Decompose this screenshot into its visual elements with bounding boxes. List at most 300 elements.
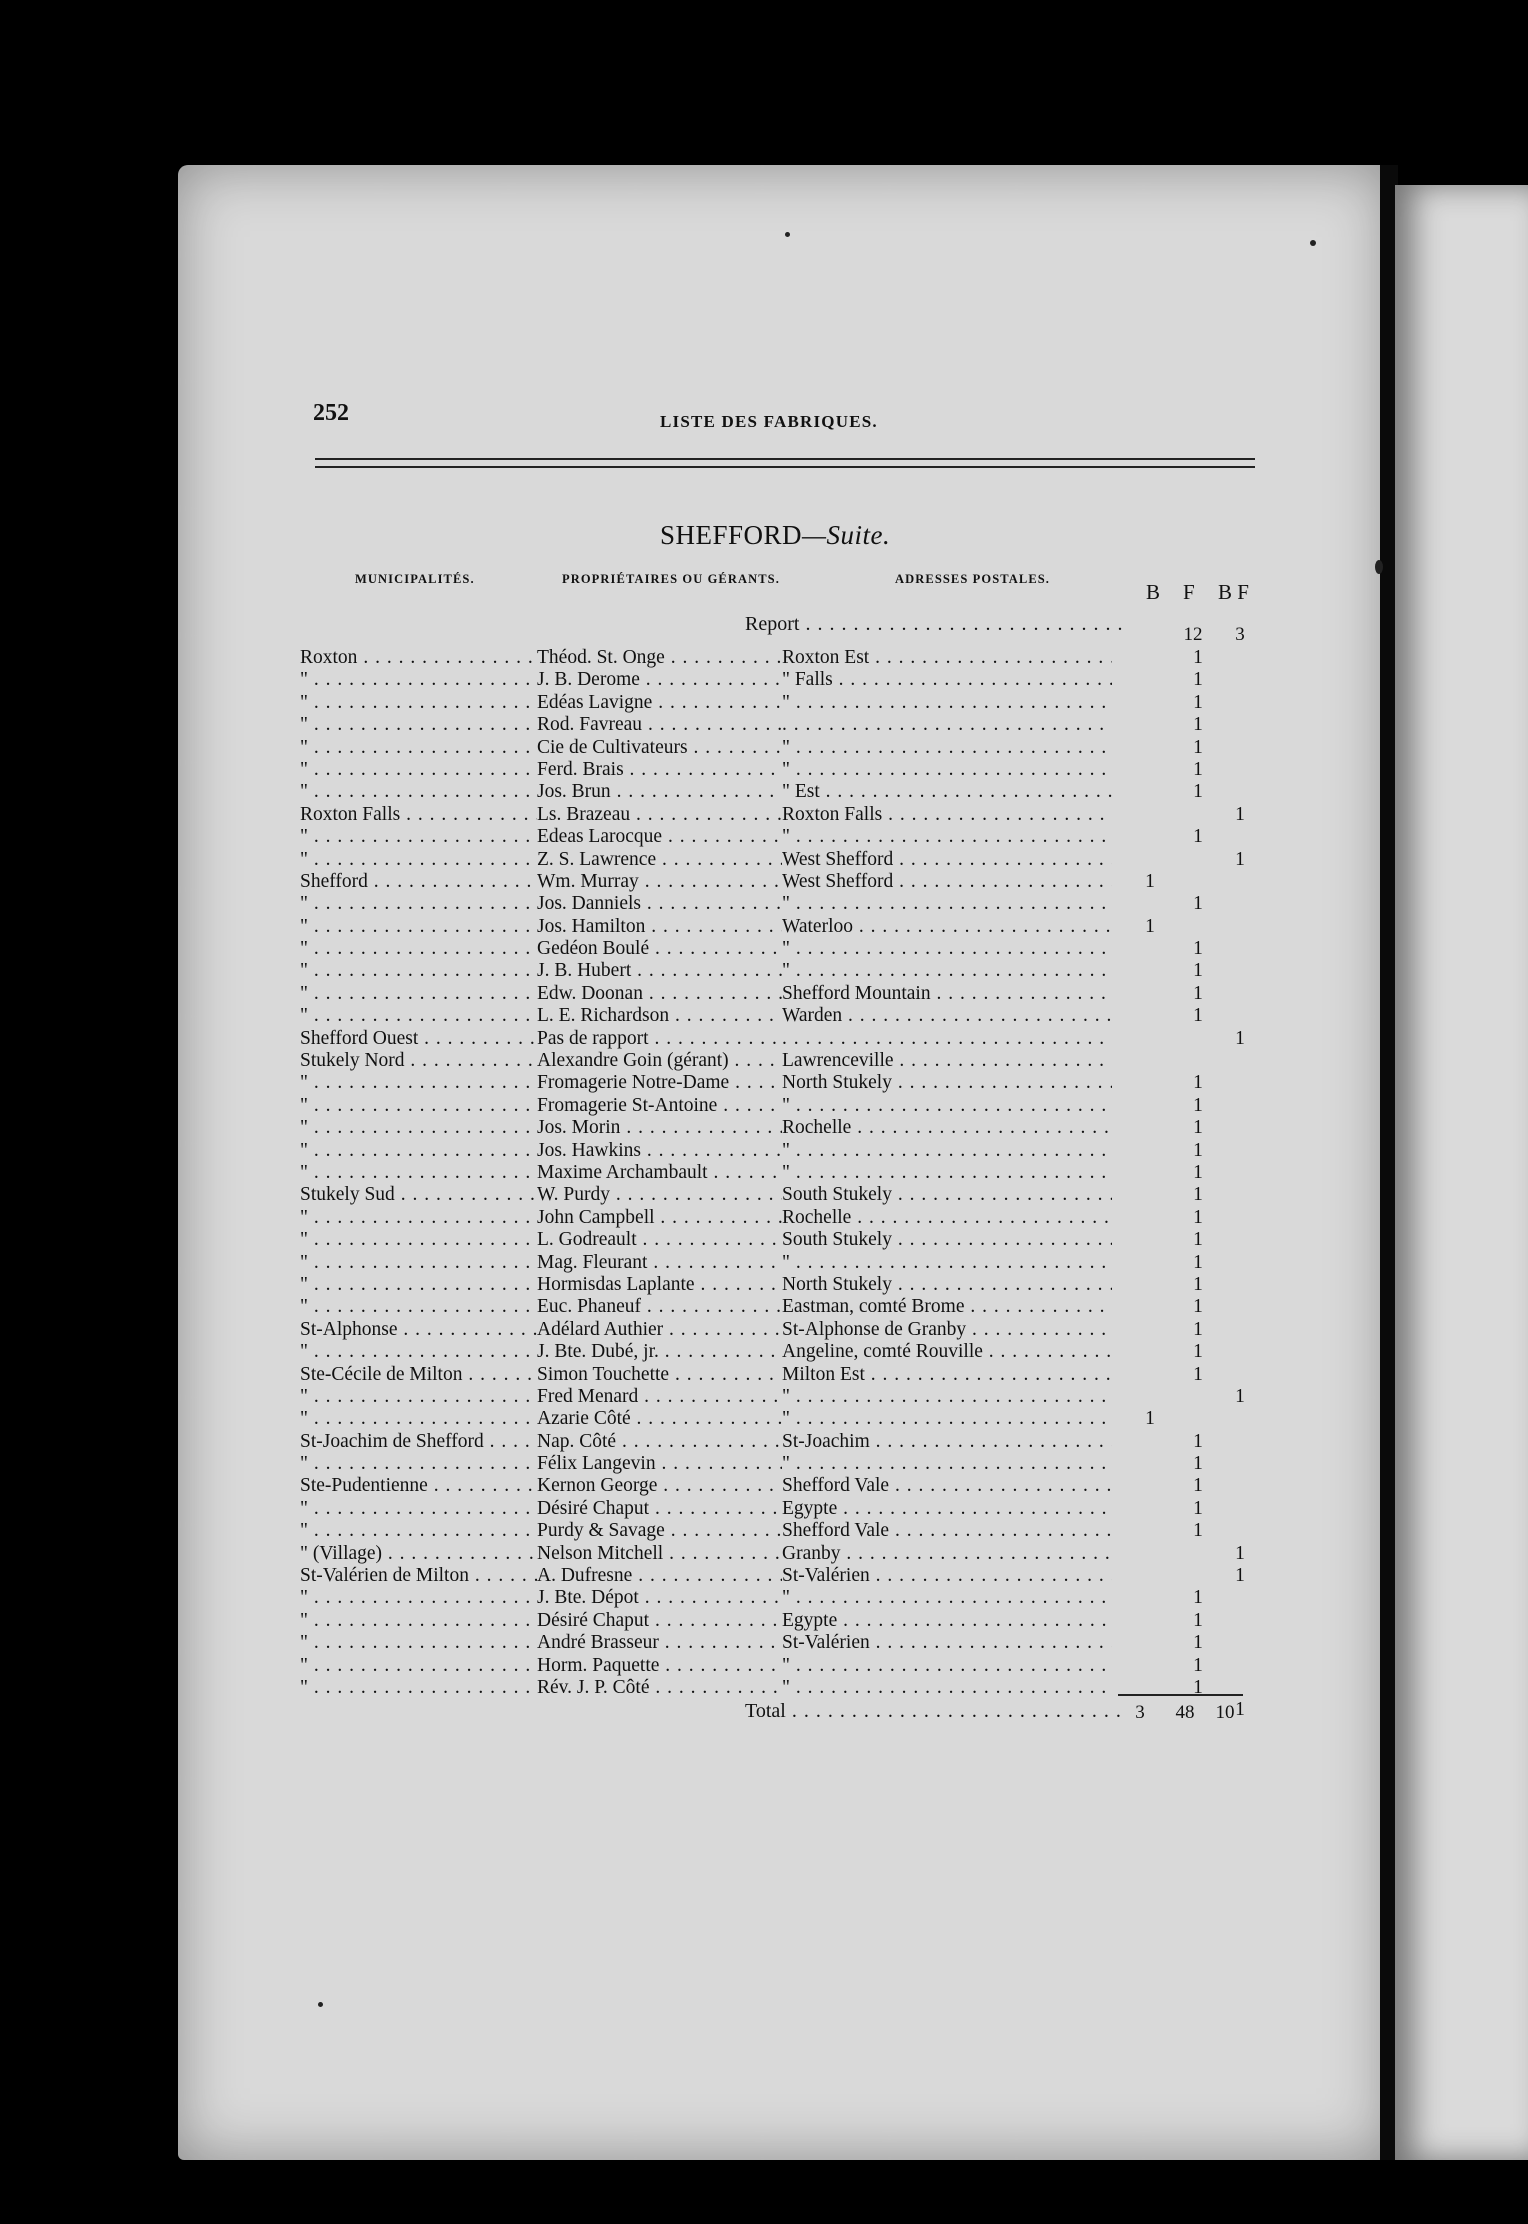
municipality-cell-text: " — [300, 1161, 308, 1183]
f-count-cell — [1188, 714, 1208, 736]
address-cell-text: Angeline, comté Rouville — [782, 1341, 983, 1363]
municipality-cell — [300, 1587, 537, 1609]
address-cell — [782, 871, 1112, 893]
municipality-cell-text: " — [300, 982, 308, 1004]
municipality-cell-text: Roxton Falls — [300, 803, 401, 825]
proprietor-cell-text: Jos. Morin — [537, 1117, 621, 1139]
f-count-cell-text: 1 — [1193, 1184, 1203, 1206]
proprietor-cell — [537, 781, 782, 803]
municipality-cell-text: " — [300, 915, 308, 937]
municipality-cell-text: " — [300, 1341, 308, 1363]
address-cell-text: Warden — [782, 1005, 843, 1027]
address-cell-text: Egypte — [782, 1497, 838, 1519]
bf-count-cell-text: 1 — [1235, 1027, 1245, 1049]
municipality-cell — [300, 759, 537, 781]
proprietor-cell — [537, 1520, 782, 1542]
f-count-cell — [1188, 1274, 1208, 1296]
table-row — [300, 1184, 1300, 1206]
address-cell-text: " — [782, 736, 790, 758]
municipality-cell-text: " — [300, 1005, 308, 1027]
bf-count-cell — [1230, 1386, 1250, 1408]
municipality-cell — [300, 669, 537, 691]
proprietor-cell-text: Pas de rapport — [537, 1027, 649, 1049]
f-count-cell-text: 1 — [1193, 781, 1203, 803]
table-row — [300, 1028, 1300, 1050]
address-cell — [782, 1475, 1112, 1497]
address-cell-text: " Falls — [782, 669, 833, 691]
proprietor-cell — [537, 1364, 782, 1386]
table-row — [300, 647, 1300, 669]
municipality-cell-text: St-Joachim de Shefford — [300, 1430, 484, 1452]
address-cell-text: South Stukely — [782, 1229, 892, 1251]
table-row — [300, 1677, 1300, 1699]
table-row — [300, 692, 1300, 714]
address-cell — [782, 1140, 1112, 1162]
municipality-cell-text: " — [300, 1497, 308, 1519]
table-row — [300, 1520, 1300, 1542]
table-row — [300, 960, 1300, 982]
b-count-cell-text: 1 — [1145, 915, 1155, 937]
b-count-cell-text: 1 — [1145, 1408, 1155, 1430]
proprietor-cell — [537, 1162, 782, 1184]
municipality-cell-text: " — [300, 1609, 308, 1631]
proprietor-cell — [537, 1386, 782, 1408]
total-rule — [1118, 1694, 1243, 1696]
address-cell — [782, 714, 1112, 736]
proprietor-cell-text: André Brasseur — [537, 1632, 659, 1654]
municipality-cell-text: " — [300, 1654, 308, 1676]
proprietor-cell-text: Jos. Hamilton — [537, 915, 646, 937]
address-cell — [782, 737, 1112, 759]
f-count-cell-text: 1 — [1193, 1520, 1203, 1542]
proprietor-cell — [537, 1319, 782, 1341]
municipality-cell-text: Shefford — [300, 870, 368, 892]
address-cell-text: " — [782, 826, 790, 848]
table-row — [300, 938, 1300, 960]
table-row — [300, 759, 1300, 781]
address-cell-text: " — [782, 758, 790, 780]
proprietor-cell — [537, 893, 782, 915]
f-count-cell — [1188, 826, 1208, 848]
municipality-cell — [300, 1677, 537, 1699]
proprietor-cell — [537, 692, 782, 714]
address-cell-text: Shefford Vale — [782, 1520, 890, 1542]
address-cell-text: South Stukely — [782, 1184, 892, 1206]
municipality-cell-text: " — [300, 781, 308, 803]
report-label: Report — [745, 613, 800, 635]
header-rule-bottom — [315, 466, 1255, 468]
table-row — [300, 849, 1300, 871]
table-row — [300, 781, 1300, 803]
table-row — [300, 916, 1300, 938]
municipality-cell — [300, 1005, 537, 1027]
address-cell-text: Milton Est — [782, 1363, 865, 1385]
f-count-cell — [1188, 1296, 1208, 1318]
municipality-cell-text: " — [300, 938, 308, 960]
proprietor-cell-text: Alexandre Goin (gérant) — [537, 1050, 729, 1072]
municipality-cell-text: " — [300, 1385, 308, 1407]
proprietor-cell-text: Fromagerie St-Antoine — [537, 1094, 718, 1116]
proprietor-cell-text: Kernon George — [537, 1475, 658, 1497]
municipality-cell — [300, 1453, 537, 1475]
proprietor-cell-text: J. Bte. Dubé, jr. — [537, 1341, 659, 1363]
municipality-cell — [300, 1319, 537, 1341]
address-cell — [782, 1072, 1112, 1094]
address-cell-text: St-Alphonse de Granby — [782, 1318, 967, 1340]
municipality-cell-text: " — [300, 1587, 308, 1609]
proprietor-cell — [537, 647, 782, 669]
table-row — [300, 871, 1300, 893]
address-cell — [782, 1587, 1112, 1609]
f-count-cell-text: 1 — [1193, 1117, 1203, 1139]
municipality-cell — [300, 916, 537, 938]
column-header-proprietaires: PROPRIÉTAIRES OU GÉRANTS. — [562, 572, 780, 586]
proprietor-cell — [537, 669, 782, 691]
proprietor-cell — [537, 1050, 782, 1072]
proprietor-cell — [537, 1655, 782, 1677]
address-cell — [782, 1319, 1112, 1341]
f-count-cell-text: 1 — [1193, 982, 1203, 1004]
proprietor-cell-text: Hormisdas Laplante — [537, 1273, 695, 1295]
f-count-cell-text: 1 — [1193, 1341, 1203, 1363]
municipality-cell-text: " — [300, 669, 308, 691]
page-number: 252 — [313, 400, 349, 426]
address-cell-text: " Est — [782, 781, 820, 803]
f-count-cell — [1188, 1140, 1208, 1162]
address-cell — [782, 1162, 1112, 1184]
proprietor-cell — [537, 1453, 782, 1475]
b-count-cell — [1140, 916, 1160, 938]
f-count-cell — [1188, 1341, 1208, 1363]
f-count-cell — [1188, 938, 1208, 960]
municipality-cell — [300, 1229, 537, 1251]
proprietor-cell — [537, 1431, 782, 1453]
table-row — [300, 1319, 1300, 1341]
proprietor-cell-text: Cie de Cultivateurs — [537, 736, 688, 758]
f-count-cell-text: 1 — [1193, 1161, 1203, 1183]
address-cell — [782, 1431, 1112, 1453]
address-cell — [782, 1453, 1112, 1475]
municipality-cell-text: " — [300, 758, 308, 780]
f-count-cell — [1188, 737, 1208, 759]
f-count-cell — [1188, 1453, 1208, 1475]
proprietor-cell-text: L. E. Richardson — [537, 1005, 670, 1027]
municipality-cell-text: " — [300, 1408, 308, 1430]
table-row — [300, 826, 1300, 848]
f-count-cell-text: 1 — [1193, 938, 1203, 960]
municipality-cell — [300, 1655, 537, 1677]
proprietor-cell-text: Edw. Doonan — [537, 982, 643, 1004]
address-cell-text: " — [782, 960, 790, 982]
f-count-cell-text: 1 — [1193, 1363, 1203, 1385]
municipality-cell — [300, 1207, 537, 1229]
f-count-cell-text: 1 — [1193, 1139, 1203, 1161]
proprietor-cell — [537, 1184, 782, 1206]
proprietor-cell-text: John Campbell — [537, 1206, 655, 1228]
f-count-cell-text: 1 — [1193, 893, 1203, 915]
address-cell-text: " — [782, 1251, 790, 1273]
table-row — [300, 1655, 1300, 1677]
municipality-cell — [300, 1341, 537, 1363]
table-row — [300, 1162, 1300, 1184]
f-count-cell-text: 1 — [1193, 1453, 1203, 1475]
proprietor-cell — [537, 826, 782, 848]
table-row — [300, 1229, 1300, 1251]
address-cell — [782, 893, 1112, 915]
municipality-cell-text: St-Alphonse — [300, 1318, 398, 1340]
f-count-cell-text: 1 — [1193, 1273, 1203, 1295]
municipality-cell-text: " (Village) — [300, 1542, 383, 1564]
municipality-cell-text: " — [300, 1139, 308, 1161]
b-count-cell — [1140, 871, 1160, 893]
address-cell-text: " — [782, 1139, 790, 1161]
bf-count-cell-text: 1 — [1235, 1542, 1245, 1564]
table-row — [300, 737, 1300, 759]
municipality-cell — [300, 893, 537, 915]
table-row — [300, 1453, 1300, 1475]
total-row — [745, 1700, 1125, 1723]
table-row — [300, 1207, 1300, 1229]
proprietor-cell — [537, 960, 782, 982]
municipality-cell — [300, 1072, 537, 1094]
address-cell — [782, 1050, 1112, 1072]
municipality-cell — [300, 781, 537, 803]
municipality-cell — [300, 1296, 537, 1318]
proprietor-cell — [537, 1028, 782, 1050]
address-cell — [782, 1520, 1112, 1542]
total-f: 48 — [1175, 1702, 1195, 1723]
table-row — [300, 1364, 1300, 1386]
f-count-cell — [1188, 1498, 1208, 1520]
proprietor-cell-text: Z. S. Lawrence — [537, 848, 657, 870]
table-row — [300, 1610, 1300, 1632]
municipality-cell — [300, 714, 537, 736]
f-count-cell — [1188, 669, 1208, 691]
municipality-cell — [300, 1274, 537, 1296]
table-row — [300, 1005, 1300, 1027]
f-count-cell — [1188, 1655, 1208, 1677]
f-count-cell — [1188, 1431, 1208, 1453]
address-cell-text: Waterloo — [782, 915, 853, 937]
address-cell — [782, 1565, 1112, 1587]
address-cell-text: St-Valérien — [782, 1565, 870, 1587]
total-bf: 10 — [1215, 1702, 1235, 1723]
address-cell-text: " — [782, 1654, 790, 1676]
municipality-cell — [300, 849, 537, 871]
address-cell — [782, 692, 1112, 714]
table-row — [300, 1140, 1300, 1162]
table-row — [300, 1072, 1300, 1094]
proprietor-cell-text: J. Bte. Dépot — [537, 1587, 639, 1609]
f-count-cell — [1188, 1229, 1208, 1251]
proprietor-cell-text: Mag. Fleurant — [537, 1251, 648, 1273]
proprietor-cell-text: Désiré Chaput — [537, 1497, 650, 1519]
address-cell — [782, 1274, 1112, 1296]
address-cell — [782, 781, 1112, 803]
f-count-cell-text: 1 — [1193, 1229, 1203, 1251]
address-cell-text: " — [782, 938, 790, 960]
proprietor-cell-text: Jos. Hawkins — [537, 1139, 642, 1161]
table-row — [300, 1543, 1300, 1565]
municipality-cell-text: " — [300, 960, 308, 982]
municipality-cell — [300, 1386, 537, 1408]
running-head: LISTE DES FABRIQUES. — [660, 412, 878, 431]
bf-count-cell — [1230, 1028, 1250, 1050]
address-cell-text: " — [782, 1385, 790, 1407]
report-f: 12 — [1183, 624, 1203, 645]
table-row — [300, 1475, 1300, 1497]
factory-list — [300, 647, 1300, 1722]
proprietor-cell — [537, 1072, 782, 1094]
f-count-cell — [1188, 1207, 1208, 1229]
column-header-f: F — [1183, 580, 1195, 604]
bf-count-cell-text: 1 — [1235, 803, 1245, 825]
proprietor-cell — [537, 1140, 782, 1162]
municipality-cell — [300, 960, 537, 982]
proprietor-cell — [537, 1632, 782, 1654]
address-cell — [782, 1184, 1112, 1206]
f-count-cell-text: 1 — [1193, 1206, 1203, 1228]
f-count-cell-text: 1 — [1193, 1072, 1203, 1094]
municipality-cell-text: " — [300, 1229, 308, 1251]
table-row — [300, 1117, 1300, 1139]
municipality-cell — [300, 1632, 537, 1654]
proprietor-cell-text: Ferd. Brais — [537, 758, 624, 780]
address-cell — [782, 1296, 1112, 1318]
f-count-cell-text: 1 — [1193, 714, 1203, 736]
proprietor-cell — [537, 1341, 782, 1363]
column-header-adresses: ADRESSES POSTALES. — [895, 572, 1051, 586]
b-count-cell-text: 1 — [1145, 870, 1155, 892]
municipality-cell — [300, 1520, 537, 1542]
municipality-cell — [300, 804, 537, 826]
address-cell — [782, 759, 1112, 781]
bf-count-cell-text: 1 — [1235, 1385, 1245, 1407]
proprietor-cell-text: Gedéon Boulé — [537, 938, 650, 960]
address-cell — [782, 960, 1112, 982]
proprietor-cell — [537, 938, 782, 960]
proprietor-cell — [537, 1565, 782, 1587]
f-count-cell — [1188, 647, 1208, 669]
address-cell-text: " — [782, 1453, 790, 1475]
proprietor-cell-text: Nelson Mitchell — [537, 1542, 664, 1564]
proprietor-cell-text: J. B. Hubert — [537, 960, 632, 982]
proprietor-cell — [537, 849, 782, 871]
table-row — [300, 1341, 1300, 1363]
municipality-cell-text: " — [300, 1206, 308, 1228]
proprietor-cell-text: Rév. J. P. Côté — [537, 1676, 650, 1698]
address-cell — [782, 1655, 1112, 1677]
bf-count-cell-text: 1 — [1235, 848, 1245, 870]
municipality-cell-text: Ste-Pudentienne — [300, 1475, 428, 1497]
address-cell — [782, 647, 1112, 669]
proprietor-cell-text: J. B. Derome — [537, 669, 640, 691]
municipality-cell — [300, 692, 537, 714]
report-bf: 3 — [1235, 624, 1245, 645]
municipality-cell — [300, 1498, 537, 1520]
municipality-cell — [300, 1610, 537, 1632]
f-count-cell-text: 1 — [1193, 826, 1203, 848]
address-cell — [782, 983, 1112, 1005]
address-cell-text: Shefford Vale — [782, 1475, 890, 1497]
municipality-cell-text: St-Valérien de Milton — [300, 1565, 469, 1587]
f-count-cell — [1188, 1005, 1208, 1027]
municipality-cell — [300, 1117, 537, 1139]
total-b: 3 — [1135, 1702, 1145, 1723]
proprietor-cell — [537, 1229, 782, 1251]
proprietor-cell-text: Rod. Favreau — [537, 714, 643, 736]
municipality-cell-text: " — [300, 1632, 308, 1654]
table-row — [300, 714, 1300, 736]
proprietor-cell-text: Nap. Côté — [537, 1430, 617, 1452]
proprietor-cell-text: Jos. Brun — [537, 781, 611, 803]
municipality-cell-text: " — [300, 714, 308, 736]
bf-count-cell-text: 1 — [1235, 1565, 1245, 1587]
proprietor-cell-text: Ls. Brazeau — [537, 803, 631, 825]
f-count-cell-text: 1 — [1193, 1587, 1203, 1609]
f-count-cell-text: 1 — [1193, 1609, 1203, 1631]
address-cell-text: Roxton Est — [782, 647, 870, 668]
total-label: Total — [745, 1700, 786, 1722]
address-cell-text: North Stukely — [782, 1273, 892, 1295]
municipality-cell — [300, 871, 537, 893]
municipality-cell — [300, 1140, 537, 1162]
proprietor-cell — [537, 1117, 782, 1139]
municipality-cell-text: " — [300, 1453, 308, 1475]
address-cell — [782, 1095, 1112, 1117]
paper-speck — [1310, 240, 1316, 246]
f-count-cell-text: 1 — [1193, 1654, 1203, 1676]
proprietor-cell — [537, 916, 782, 938]
f-count-cell-text: 1 — [1193, 736, 1203, 758]
table-row — [300, 1095, 1300, 1117]
f-count-cell-text: 1 — [1193, 1676, 1203, 1698]
f-count-cell-text: 1 — [1193, 1318, 1203, 1340]
municipality-cell-text: " — [300, 826, 308, 848]
table-row — [300, 1252, 1300, 1274]
address-cell-text: " — [782, 1408, 790, 1430]
f-count-cell — [1188, 692, 1208, 714]
column-header-b: B — [1146, 580, 1161, 604]
address-cell-text: Roxton Falls — [782, 803, 883, 825]
table-row — [300, 1274, 1300, 1296]
f-count-cell-text: 1 — [1193, 758, 1203, 780]
proprietor-cell — [537, 1498, 782, 1520]
address-cell — [782, 1229, 1112, 1251]
address-cell — [782, 1364, 1112, 1386]
f-count-cell-text: 1 — [1193, 1497, 1203, 1519]
proprietor-cell-text: Azarie Côté — [537, 1408, 631, 1430]
address-cell-text: Rochelle — [782, 1117, 852, 1139]
municipality-cell — [300, 1028, 537, 1050]
f-count-cell-text: 1 — [1193, 1632, 1203, 1654]
proprietor-cell — [537, 1207, 782, 1229]
address-cell-text: Rochelle — [782, 1206, 852, 1228]
proprietor-cell — [537, 1252, 782, 1274]
column-header-bf: B F — [1218, 580, 1249, 604]
f-count-cell-text: 1 — [1193, 691, 1203, 713]
proprietor-cell-text: Horm. Paquette — [537, 1654, 660, 1676]
municipality-cell-text: " — [300, 1251, 308, 1273]
municipality-cell — [300, 826, 537, 848]
table-row — [300, 1587, 1300, 1609]
column-header-municipalites: MUNICIPALITÉS. — [355, 572, 475, 586]
proprietor-cell — [537, 737, 782, 759]
f-count-cell — [1188, 893, 1208, 915]
municipality-cell-text: " — [300, 1520, 308, 1542]
municipality-cell-text: " — [300, 1676, 308, 1698]
f-count-cell — [1188, 781, 1208, 803]
